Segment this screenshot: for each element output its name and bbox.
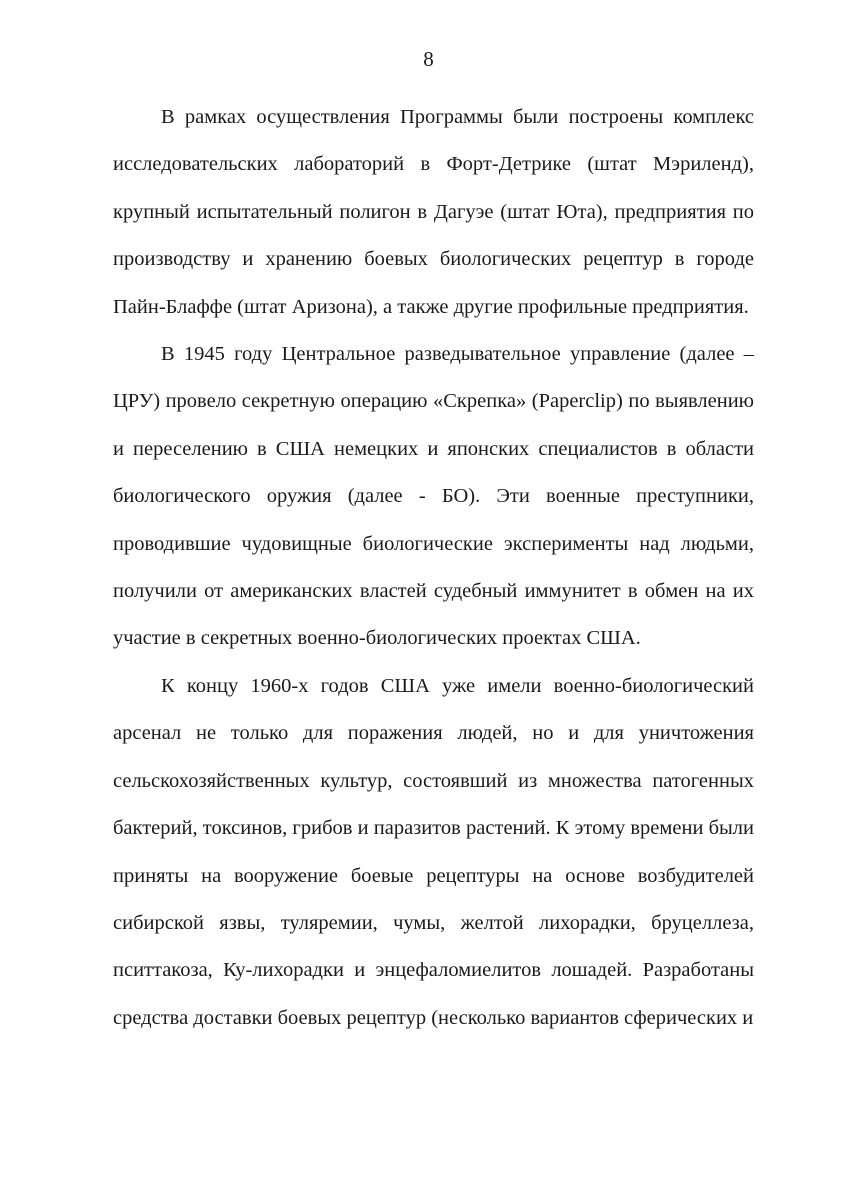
paragraph-program-facilities: В рамках осуществления Программы были построены комплекс исследовательских лабораторий в Форт-Детрике (штат Мэриленд), крупный испытательный полигон в Дагуэе (штат Юта), предприятия по производству и хранению боевых биологических рецептур в городе Пайн-Блаффе (штат Аризона), а также другие профильные предприятия. [113,106,754,318]
paragraph-operation-paperclip: В 1945 году Центральное разведывательное управление (далее – ЦРУ) провело секретную операцию «Скрепка» (Paperclip) по выявлению и переселению в США немецких и японских специалистов в области биологического оружия (далее - БО). Эти военные преступники, проводившие чудовищные биологические эксперименты над людьми, получили от американских властей судебный иммунитет в обмен на их участие в секретных военно-биологических проектах США. [113,343,754,650]
page-number: 8 [423,47,434,71]
paragraph-1960s-arsenal: К концу 1960-х годов США уже имели военно-биологический арсенал не только для поражения людей, но и для уничтожения сельскохозяйственных культур, состоявший из множества патогенных бактерий, токсинов, грибов и паразитов растений. К этому времени были приняты на вооружение боевые рецептуры на основе возбудителей сибирской язвы, туляремии, чумы, желтой лихорадки, бруцеллеза, пситтакоза, Ку-лихорадки и энцефаломиелитов лошадей. Разработаны средства доставки боевых рецептур (несколько вариантов сферических и [113,674,754,1029]
document-body [113,94,754,1042]
